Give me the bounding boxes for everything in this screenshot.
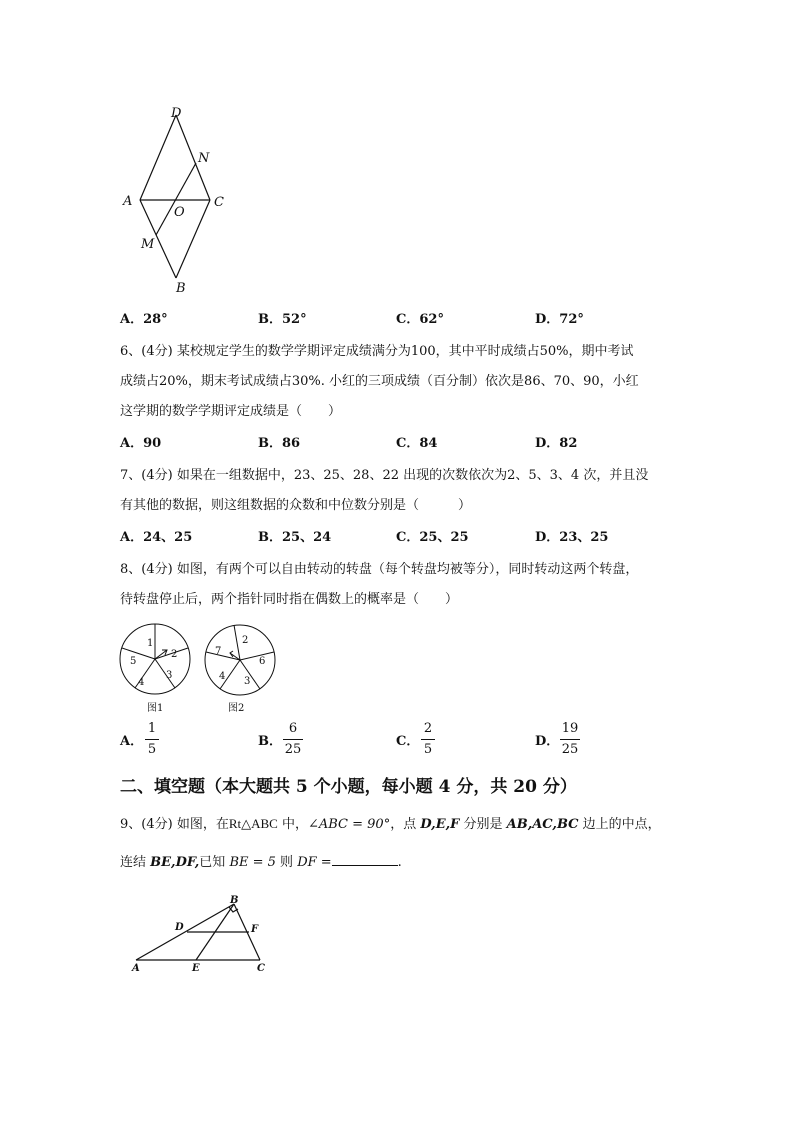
spinner2-num-4: 4	[219, 671, 226, 682]
q8-line-2: 待转盘停止后，两个指针同时指在偶数上的概率是（ ）	[120, 592, 459, 607]
label-m: M	[141, 237, 155, 252]
q8-option-c-letter[interactable]: C．	[396, 734, 420, 749]
q6-option-c[interactable]: C．84	[396, 436, 438, 451]
tri-label-b: B	[230, 895, 239, 906]
q8-option-a-num: 1	[147, 721, 157, 736]
q6-option-d[interactable]: D．82	[535, 436, 578, 451]
q8-option-d-num: 19	[561, 721, 579, 736]
q8-option-c-num: 2	[423, 721, 433, 736]
q7-option-c[interactable]: C．25、25	[396, 530, 469, 545]
spinner1-caption: 图1	[147, 703, 164, 714]
q9-line-2: 连结 BE,DF,已知 BE = 5 则 DF = .	[120, 855, 402, 870]
q5-option-b[interactable]: B．52°	[258, 312, 307, 327]
q8-option-b-letter[interactable]: B．	[258, 734, 282, 749]
q8-option-a-letter[interactable]: A．	[120, 734, 144, 749]
q7-option-b[interactable]: B．25、24	[258, 530, 332, 545]
label-b: B	[176, 281, 186, 296]
label-o: O	[174, 205, 185, 220]
q7-option-d[interactable]: D．23、25	[535, 530, 609, 545]
spinner2-num-3: 3	[244, 676, 251, 687]
q8-option-c-den: 5	[423, 742, 433, 757]
q7-line-2: 有其他的数据，则这组数据的众数和中位数分别是（ ）	[120, 498, 472, 513]
spinner2-num-7: 7	[215, 646, 222, 657]
q8-option-c-fraction[interactable]	[421, 721, 435, 758]
label-a: A	[123, 194, 133, 209]
spinner1-num-2: 2	[171, 649, 178, 660]
spinner-figure-1	[118, 622, 194, 714]
q8-option-b-den: 25	[284, 742, 302, 757]
spinner1-num-4: 4	[138, 677, 145, 688]
q7-line-1: 7、(4分) 如果在一组数据中，23、25、28、22 出现的次数依次为2、5、3、4 次，并且没	[120, 468, 649, 483]
triangle-figure	[120, 890, 280, 980]
spinner1-num-3: 3	[166, 670, 173, 681]
spinner1-num-5: 5	[130, 656, 137, 667]
label-d: D	[171, 106, 182, 121]
q9-answer-blank[interactable]	[332, 853, 398, 866]
q6-line-2: 成绩占20%，期末考试成绩占30%. 小红的三项成绩（百分制）依次是86、70、90，小红	[120, 374, 639, 389]
label-c: C	[214, 195, 224, 210]
label-n: N	[198, 151, 210, 166]
q8-option-b-num: 6	[288, 721, 298, 736]
q8-option-d-fraction[interactable]	[560, 721, 580, 758]
q6-line-3: 这学期的数学学期评定成绩是（ ）	[120, 404, 342, 419]
q8-option-b-fraction[interactable]	[283, 721, 303, 758]
q8-option-d-den: 25	[561, 742, 579, 757]
tri-label-a: A	[132, 963, 140, 974]
spinner-figure-2	[202, 622, 282, 714]
spinner2-num-6: 6	[259, 656, 266, 667]
spinner2-caption: 图2	[228, 703, 245, 714]
spinner2-num-2: 2	[242, 635, 249, 646]
rhombus-figure	[110, 100, 250, 300]
q6-option-b[interactable]: B．86	[258, 436, 301, 451]
tri-label-c: C	[257, 963, 265, 974]
q8-option-a-fraction[interactable]	[145, 721, 159, 758]
q7-option-a[interactable]: A．24、25	[120, 530, 193, 545]
section-heading: 二、填空题（本大题共 5 个小题，每小题 4 分，共 20 分）	[120, 777, 577, 797]
q6-line-1: 6、(4分) 某校规定学生的数学学期评定成绩满分为100，其中平时成绩占50%，期中考试	[120, 344, 634, 359]
q8-option-a-den: 5	[147, 742, 157, 757]
tri-label-d: D	[175, 922, 184, 933]
q8-option-d-letter[interactable]: D．	[535, 734, 560, 749]
q6-option-a[interactable]: A．90	[120, 436, 162, 451]
q8-line-1: 8、(4分) 如图，有两个可以自由转动的转盘（每个转盘均被等分），同时转动这两个转盘，	[120, 562, 639, 577]
tri-label-e: E	[192, 963, 200, 974]
q5-option-d[interactable]: D．72°	[535, 312, 584, 327]
q5-option-a[interactable]: A．28°	[120, 312, 168, 327]
q9-line-1: 9、(4分) 如图，在Rt△ABC 中，∠ABC = 90°，点 D,E,F 分别是 AB,AC,BC 边上的中点，	[120, 816, 661, 832]
q5-option-c[interactable]: C．62°	[396, 312, 444, 327]
tri-label-f: F	[251, 924, 259, 935]
spinner1-num-1: 1	[147, 638, 154, 649]
